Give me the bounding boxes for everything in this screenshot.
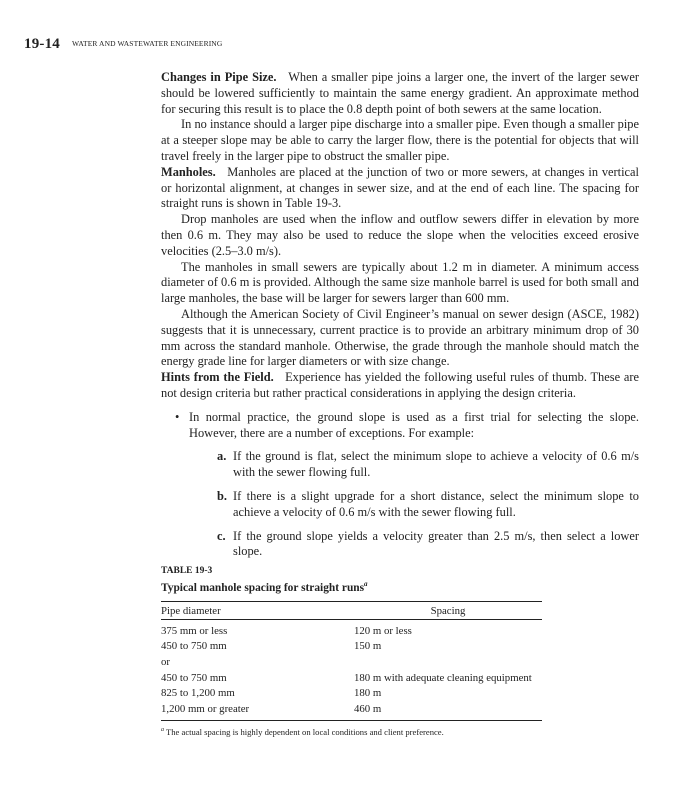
list-item (189, 489, 639, 521)
manholes-para-2: Drop manholes are used when the inflow and outflow sewers differ in elevation by more then 0.6 m. They may also be used to reduce the slope when the velocities exceed erosive velocities (2.5–3.0 m/s). (161, 212, 639, 258)
table-cell: or (161, 655, 170, 668)
table-row (161, 702, 542, 721)
hints-bullet-list (161, 410, 639, 560)
table-row (161, 671, 542, 687)
table-cell: 150 m (354, 640, 382, 653)
table-cell: 1,200 mm or greater (161, 702, 354, 721)
table-cell: 180 m with adequate cleaning equipment (354, 671, 532, 684)
table-19-3 (161, 565, 542, 738)
list-item (189, 529, 639, 561)
pipe-size-heading: Changes in Pipe Size. (161, 70, 277, 84)
table-cell: 825 to 1,200 mm (161, 687, 235, 700)
footnote-text: The actual spacing is highly dependent on local conditions and client preference. (166, 727, 444, 738)
pipe-size-para-1 (161, 70, 639, 117)
body-text (161, 70, 639, 560)
list-item (161, 410, 639, 560)
footnote-mark: a (161, 727, 164, 734)
spacing-table (161, 601, 542, 722)
table-title (161, 577, 542, 595)
item-text: If there is a slight upgrade for a short distance, select the minimum slope to achieve a velocity of 0.6 m/s with the sewer flowing full. (233, 488, 639, 519)
table-label: TABLE 19-3 (161, 566, 213, 576)
table-title-note-mark: a (364, 580, 368, 588)
table-cell: 460 m (354, 702, 542, 721)
manholes-para-4: Although the American Society of Civil Engineer’s manual on sewer design (ASCE, 1982) suggests that it is unnecessary, current practice is to provide an arbitrary minimum drop of 30 mm across the standard manhole. Otherwise, the grade through the manhole should match the energy grade line for larger diameters or with size change. (161, 306, 639, 369)
column-header-pipe-diameter: Pipe diameter (161, 601, 354, 619)
table-cell: 375 mm or less (161, 624, 228, 637)
hints-para-1 (161, 370, 639, 402)
table-cell: 120 m or less (354, 624, 412, 637)
table-row (161, 686, 542, 702)
manholes-para-3: The manholes in small sewers are typically about 1.2 m in diameter. A minimum access diameter of 0.6 m is provided. Although the same size manhole barrel is used for both small and large manholes, the base will be larger for sewers larger than 600 mm. (161, 259, 639, 306)
table-title-text: Typical manhole spacing for straight runs (161, 581, 365, 594)
item-label: c. (217, 528, 226, 543)
table-cell (354, 655, 542, 671)
table-row (161, 655, 542, 671)
manholes-heading: Manholes. (161, 164, 216, 179)
table-header-row (161, 601, 542, 619)
list-item (189, 449, 639, 481)
column-header-spacing: Spacing (354, 601, 542, 619)
pipe-size-para-2: In no instance should a larger pipe discharge into a smaller pipe. Even though a smaller pipe at a steeper slope may be able to carry the larger flow, there is the potential for objects that will travel freely in the larger pipe to obstruct the smaller pipe. (161, 117, 639, 163)
manholes-para-1 (161, 165, 639, 212)
manholes-text-1: Manholes are placed at the junction of two or more sewers, at changes in vertical or horizontal alignment, at changes in sewer size, and at the end of each line. The spacing for straight runs is shown in Table 19-3. (161, 164, 639, 211)
table-cell: 450 to 750 mm (161, 640, 227, 653)
page-number: 19-14 (24, 36, 60, 52)
hints-text-1: Experience has yielded the following useful rules of thumb. These are not design criteria but rather practical considerations in applying the design criteria. (161, 370, 639, 400)
item-text: If the ground is flat, select the minimum slope to achieve a velocity of 0.6 m/s with the sewer flowing full. (233, 449, 639, 480)
sub-list (189, 449, 639, 560)
item-label: b. (217, 488, 227, 503)
hints-heading: Hints from the Field. (161, 370, 274, 385)
bullet-icon: • (175, 409, 180, 424)
table-cell: 180 m (354, 687, 382, 700)
item-text: If the ground slope yields a velocity greater than 2.5 m/s, then select a lower slope. (233, 528, 639, 559)
table-row (161, 619, 542, 639)
table-footnote (161, 725, 542, 738)
bullet-text: In normal practice, the ground slope is used as a first trial for selecting the slope. However, there are a number of exceptions. For example: (189, 409, 639, 440)
item-label: a. (217, 449, 227, 464)
running-head: WATER AND WASTEWATER ENGINEERING (72, 39, 223, 48)
table-row (161, 639, 542, 655)
table-cell: 450 to 750 mm (161, 671, 227, 684)
page-header (24, 35, 222, 53)
pipe-size-text-1: When a smaller pipe joins a larger one, the invert of the larger sewer should be lowered sufficiently to maintain the same energy gradient. An approximate method for securing this result is to place the 0.8 depth point of both sewers at the same location. (161, 70, 639, 116)
